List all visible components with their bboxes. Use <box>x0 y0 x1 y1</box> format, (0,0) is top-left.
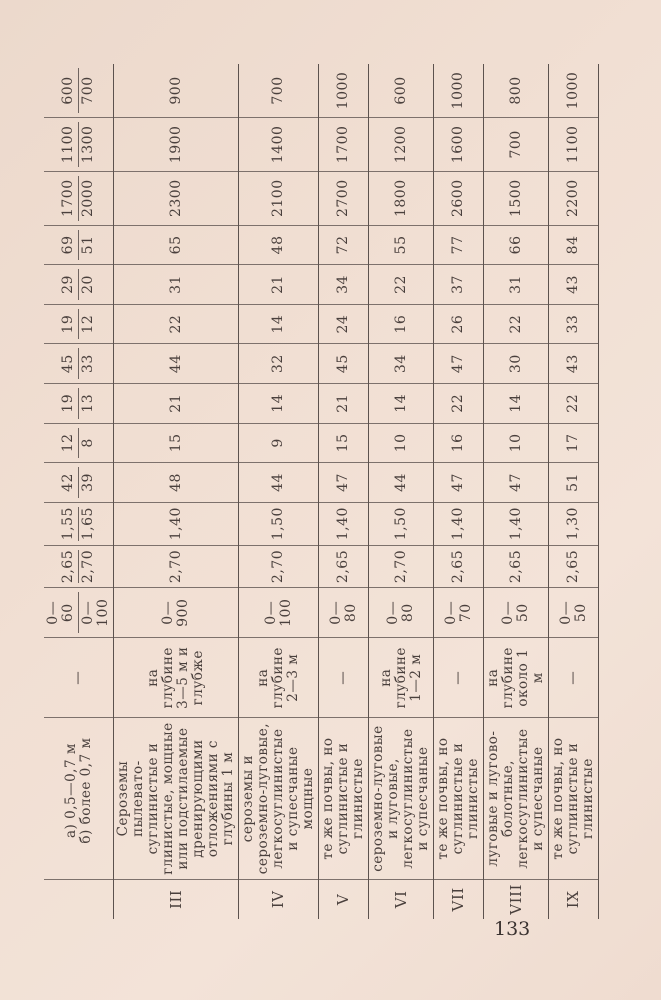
table-row <box>319 64 369 919</box>
value-cell: 31 <box>114 265 239 305</box>
value-b: 2,70 <box>80 549 96 584</box>
value-cell <box>44 344 114 384</box>
value-cell: 22 <box>549 383 599 423</box>
value-cell: 21 <box>239 265 319 305</box>
value-a: 2,65 <box>60 549 76 584</box>
value-cell: 47 <box>434 463 484 503</box>
value-cell: 77 <box>434 225 484 265</box>
row-description: те же почвы, но суглинистые и глинистые <box>434 718 484 879</box>
value-a: 1700 <box>60 179 76 218</box>
value-cell: 1000 <box>434 64 484 117</box>
value-cell: 800 <box>484 64 549 117</box>
row-number: VII <box>434 879 484 919</box>
value-b: 700 <box>78 68 96 113</box>
row-description <box>44 718 114 879</box>
row-number: VI <box>369 879 434 919</box>
value-cell: 1600 <box>434 117 484 171</box>
value-cell: 1200 <box>369 117 434 171</box>
value-b: 13 <box>78 388 96 419</box>
row-number: III <box>114 879 239 919</box>
row-number: IV <box>239 879 319 919</box>
value-cell <box>44 545 114 588</box>
row-number <box>44 879 114 919</box>
value-cell: 1,40 <box>319 502 369 545</box>
value-cell: 43 <box>549 344 599 384</box>
value-cell: 45 <box>319 344 369 384</box>
value-b: 8 <box>78 428 96 459</box>
value-cell: 2100 <box>239 171 319 225</box>
value-cell: 1800 <box>369 171 434 225</box>
groundwater-depth: на глубине около 1 м <box>484 638 549 718</box>
table-row <box>434 64 484 919</box>
value-cell: 1900 <box>114 117 239 171</box>
value-cell: 2,70 <box>239 545 319 588</box>
value-a: 45 <box>60 354 76 374</box>
value-a: 1100 <box>60 125 76 164</box>
groundwater-depth: на глубине 2—3 м <box>239 638 319 718</box>
table-row <box>114 64 239 919</box>
groundwater-depth: на глубине 1—2 м <box>369 638 434 718</box>
value-cell <box>44 265 114 305</box>
value-a: 12 <box>60 433 76 453</box>
description-line: б) более 0,7 м <box>77 737 94 844</box>
value-a: 1,55 <box>60 507 76 541</box>
value-cell: 1,50 <box>239 502 319 545</box>
groundwater-depth: — <box>44 638 114 718</box>
value-cell: 84 <box>549 225 599 265</box>
value-b: 12 <box>78 309 96 340</box>
table-row <box>369 64 434 919</box>
value-cell: 1,40 <box>484 502 549 545</box>
value-cell <box>44 463 114 503</box>
value-cell: 1,40 <box>434 502 484 545</box>
value-cell: 47 <box>484 463 549 503</box>
row-number: VIII <box>484 879 549 919</box>
value-cell: 700 <box>484 117 549 171</box>
value-cell: 32 <box>239 344 319 384</box>
value-cell: 2,65 <box>319 545 369 588</box>
value-a: 42 <box>60 473 76 492</box>
value-cell: 1400 <box>239 117 319 171</box>
value-cell: 1,40 <box>114 502 239 545</box>
row-description: Сероземы пылевато-суглинистые и глинистые, мощные или подстилаемые дренирующими отложениями с глубины 1 м <box>114 718 239 879</box>
value-cell: 1000 <box>319 64 369 117</box>
value-cell: 55 <box>369 225 434 265</box>
table-row <box>239 64 319 919</box>
value-cell: 0—70 <box>434 588 484 638</box>
groundwater-depth: — <box>549 638 599 718</box>
row-description: те же почвы, но суглинистые и глинистые <box>319 718 369 879</box>
value-cell: 10 <box>484 423 549 463</box>
groundwater-depth: — <box>319 638 369 718</box>
value-cell: 26 <box>434 304 484 344</box>
value-cell: 2,70 <box>369 545 434 588</box>
value-cell: 1500 <box>484 171 549 225</box>
value-cell: 17 <box>549 423 599 463</box>
value-cell: 0—50 <box>484 588 549 638</box>
value-cell: 72 <box>319 225 369 265</box>
value-cell: 34 <box>319 265 369 305</box>
value-b: 1,65 <box>80 507 96 541</box>
value-cell: 16 <box>434 423 484 463</box>
value-cell: 48 <box>114 463 239 503</box>
value-cell: 0—80 <box>369 588 434 638</box>
value-cell: 24 <box>319 304 369 344</box>
description-line: а) 0,5—0,7 м <box>62 743 79 838</box>
value-cell: 2700 <box>319 171 369 225</box>
value-cell: 1000 <box>549 64 599 117</box>
value-cell: 37 <box>434 265 484 305</box>
value-cell: 44 <box>239 463 319 503</box>
table-row <box>549 64 599 919</box>
value-cell <box>44 423 114 463</box>
value-cell: 22 <box>369 265 434 305</box>
value-cell: 10 <box>369 423 434 463</box>
value-cell: 33 <box>549 304 599 344</box>
value-b: 2000 <box>78 176 96 221</box>
value-b: 33 <box>78 348 96 379</box>
value-a: 19 <box>60 393 76 413</box>
value-cell: 16 <box>369 304 434 344</box>
value-cell <box>44 64 114 117</box>
page-number: 133 <box>494 918 531 940</box>
value-cell: 22 <box>484 304 549 344</box>
value-cell: 65 <box>114 225 239 265</box>
table-row <box>484 64 549 919</box>
value-cell <box>44 383 114 423</box>
value-a: 19 <box>60 314 76 334</box>
value-cell: 44 <box>369 463 434 503</box>
value-cell: 31 <box>484 265 549 305</box>
value-cell: 14 <box>239 383 319 423</box>
value-cell: 2,65 <box>484 545 549 588</box>
value-a: 69 <box>60 235 76 255</box>
table-row <box>44 64 114 919</box>
value-cell: 1,50 <box>369 502 434 545</box>
value-cell: 34 <box>369 344 434 384</box>
row-description: луговые и лугово-болотные, легкосуглинистые и супесчаные <box>484 718 549 879</box>
value-b: 1300 <box>78 122 96 167</box>
value-a: 600 <box>60 76 76 105</box>
value-b: 51 <box>78 230 96 261</box>
row-description: те же почвы, но суглинистые и глинистые <box>549 718 599 879</box>
value-cell: 14 <box>369 383 434 423</box>
value-cell: 2,65 <box>549 545 599 588</box>
value-cell: 0—50 <box>549 588 599 638</box>
value-cell: 0—80 <box>319 588 369 638</box>
value-cell: 700 <box>239 64 319 117</box>
value-cell: 2200 <box>549 171 599 225</box>
value-cell: 1,30 <box>549 502 599 545</box>
value-cell: 22 <box>434 383 484 423</box>
value-b: 20 <box>78 269 96 300</box>
value-b: 39 <box>78 467 96 498</box>
value-cell <box>44 304 114 344</box>
value-cell: 43 <box>549 265 599 305</box>
value-cell: 15 <box>114 423 239 463</box>
value-cell: 22 <box>114 304 239 344</box>
value-cell: 9 <box>239 423 319 463</box>
row-description: сероземы и сероземно-луговые, легкосуглинистые и супесчаные мощные <box>239 718 319 879</box>
value-b: 0—100 <box>78 592 111 633</box>
value-cell: 47 <box>319 463 369 503</box>
value-cell: 600 <box>369 64 434 117</box>
row-number: IX <box>549 879 599 919</box>
row-description: сероземно-луговые и луговые, легкосуглинистые и супесчаные <box>369 718 434 879</box>
value-cell: 1100 <box>549 117 599 171</box>
value-cell: 21 <box>319 383 369 423</box>
value-cell <box>44 117 114 171</box>
value-cell: 2,70 <box>114 545 239 588</box>
value-cell: 66 <box>484 225 549 265</box>
value-cell: 15 <box>319 423 369 463</box>
value-cell <box>44 588 114 638</box>
value-cell: 14 <box>484 383 549 423</box>
value-cell: 2600 <box>434 171 484 225</box>
value-a: 29 <box>60 275 76 294</box>
value-cell: 21 <box>114 383 239 423</box>
value-cell: 2,65 <box>434 545 484 588</box>
value-cell: 47 <box>434 344 484 384</box>
row-number: V <box>319 879 369 919</box>
groundwater-depth: — <box>434 638 484 718</box>
value-cell: 44 <box>114 344 239 384</box>
value-cell <box>44 502 114 545</box>
value-cell: 1700 <box>319 117 369 171</box>
value-cell: 51 <box>549 463 599 503</box>
value-cell <box>44 225 114 265</box>
value-cell: 30 <box>484 344 549 384</box>
value-cell: 900 <box>114 64 239 117</box>
value-a: 0—60 <box>45 600 76 625</box>
value-cell <box>44 171 114 225</box>
groundwater-depth: на глубине 3—5 м и глубже <box>114 638 239 718</box>
soil-data-table <box>44 64 599 919</box>
value-cell: 0—100 <box>239 588 319 638</box>
rotated-table-container <box>44 64 596 919</box>
value-cell: 0—900 <box>114 588 239 638</box>
value-cell: 2300 <box>114 171 239 225</box>
value-cell: 14 <box>239 304 319 344</box>
value-cell: 48 <box>239 225 319 265</box>
